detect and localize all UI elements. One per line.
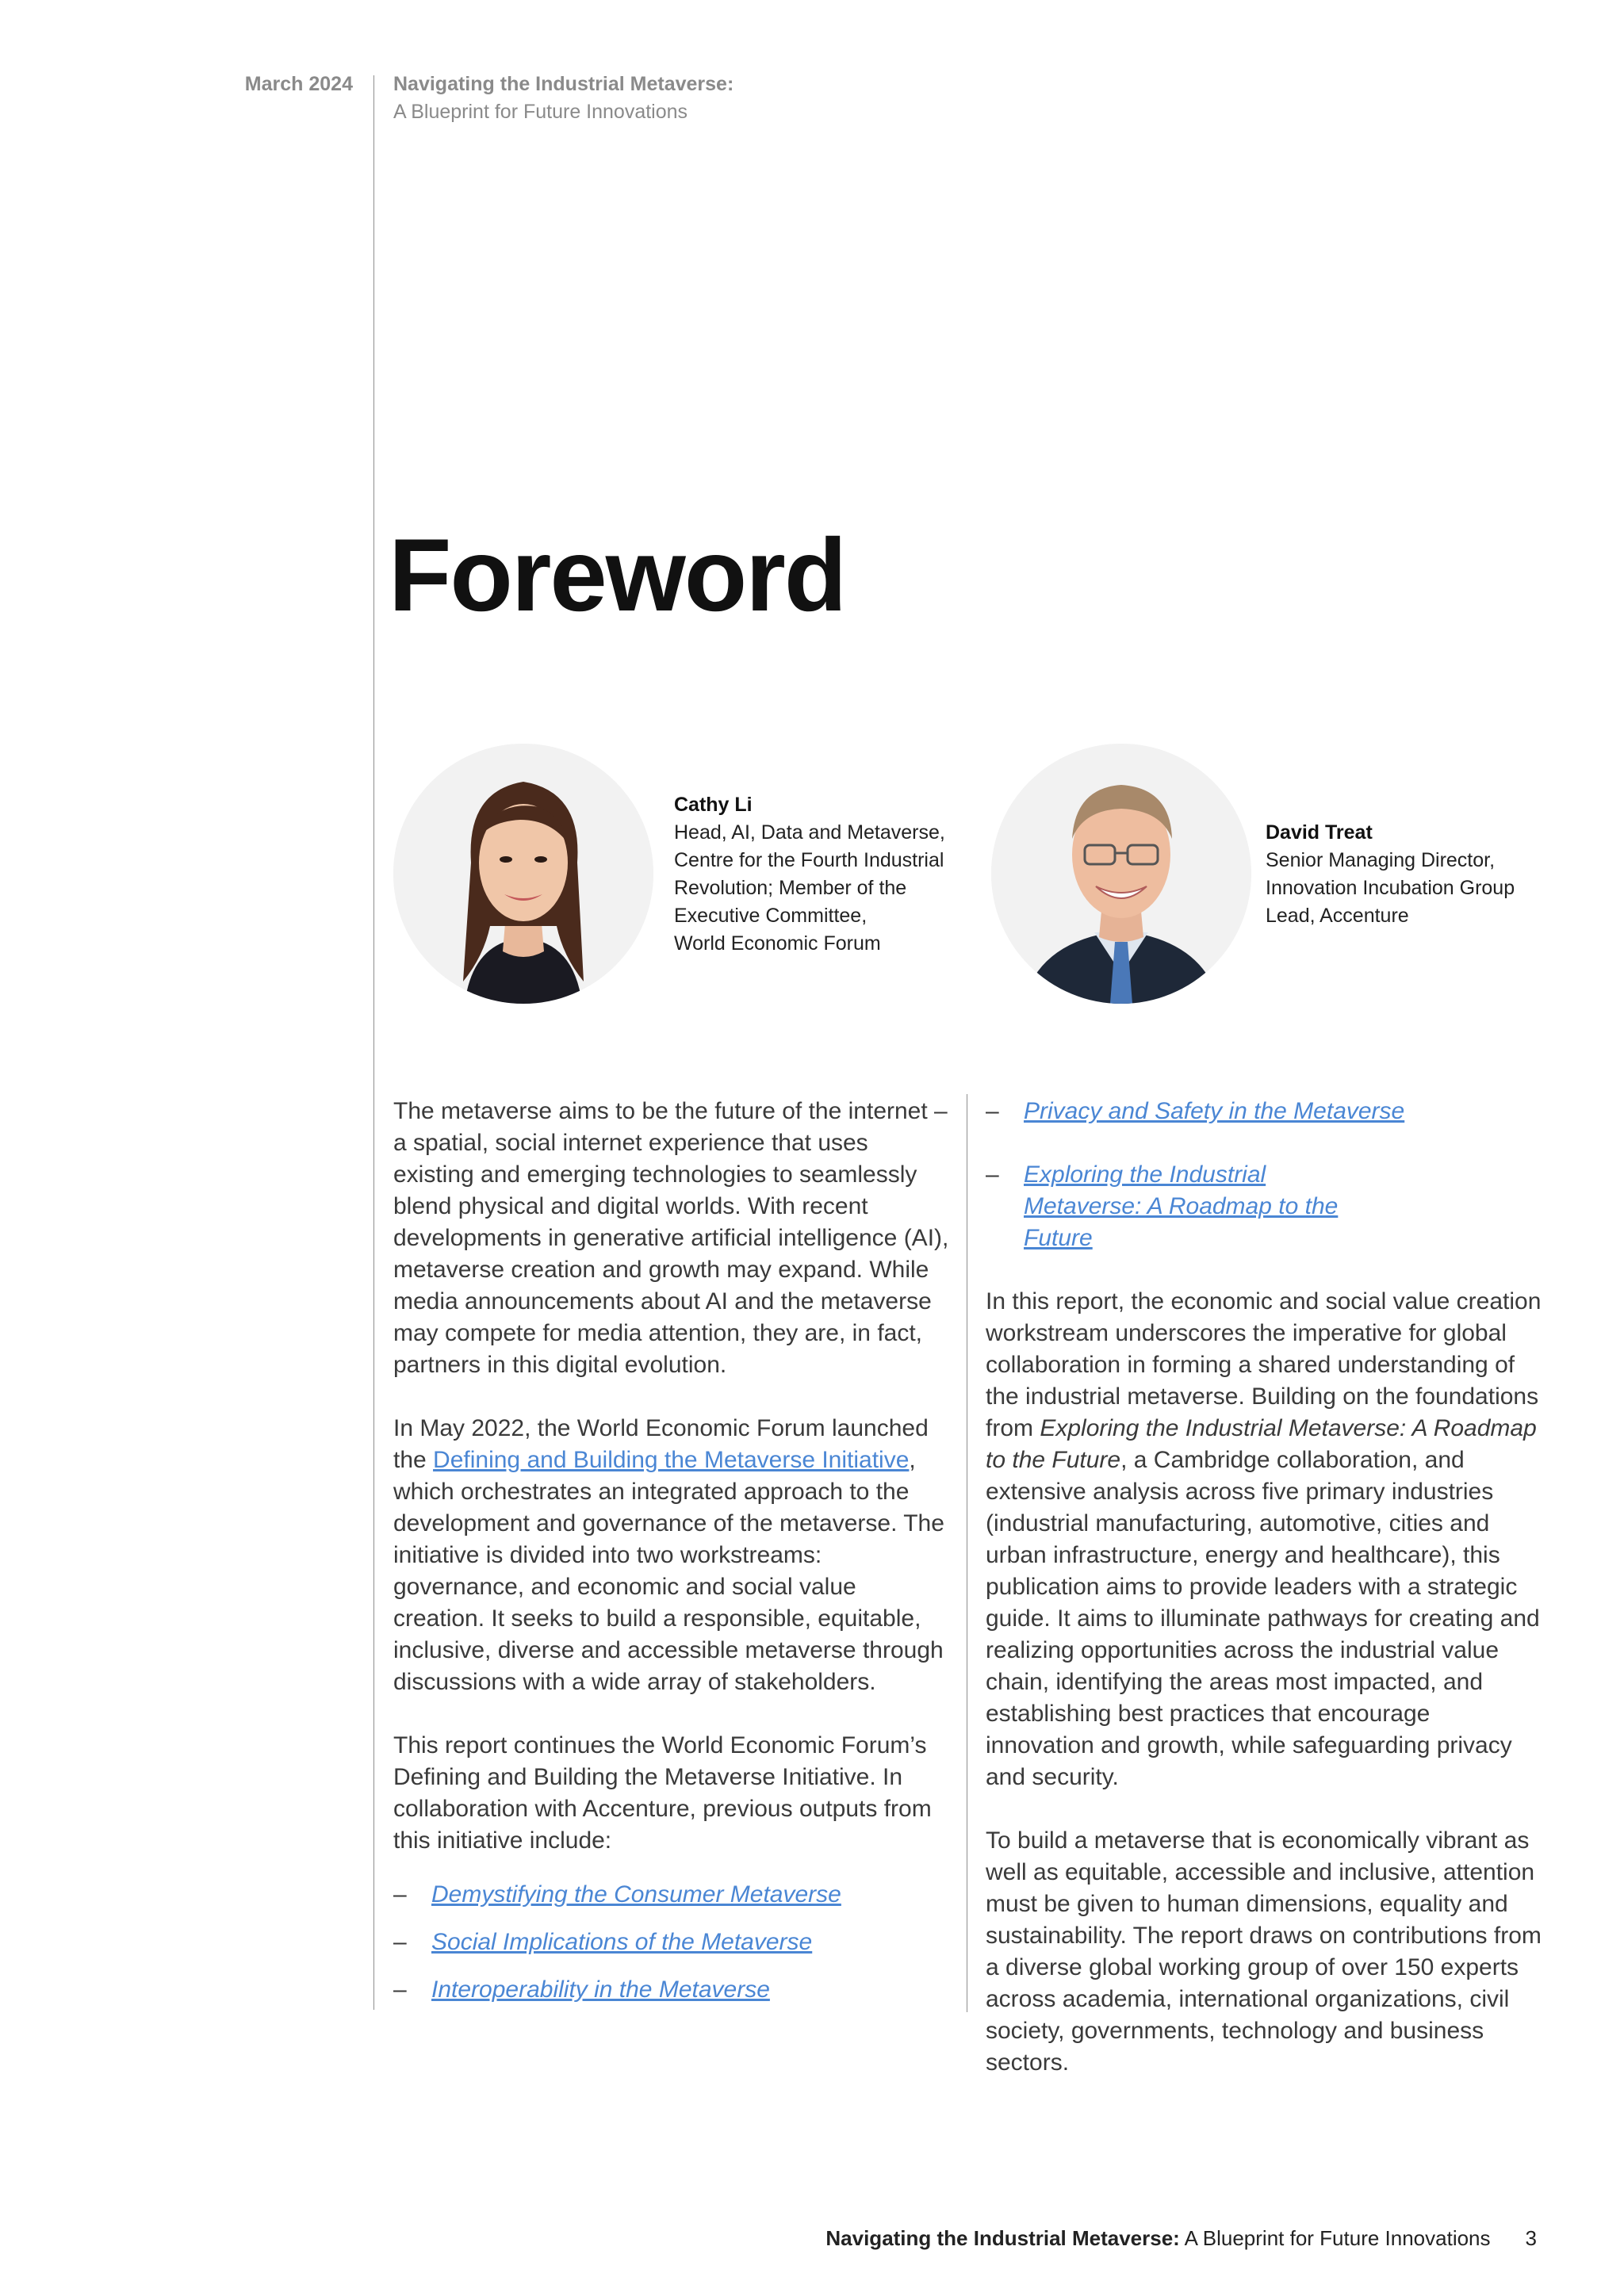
list-item xyxy=(393,1974,953,2006)
author-name: David Treat xyxy=(1266,821,1373,844)
author-card-david-treat xyxy=(1266,819,1567,930)
header-subtitle: A Blueprint for Future Innovations xyxy=(393,101,688,123)
header-date: March 2024 xyxy=(244,73,353,95)
paragraph xyxy=(986,1286,1545,1793)
author-role-line: Lead, Accenture xyxy=(1266,905,1409,927)
report-link[interactable]: Demystifying the Consumer Metaverse xyxy=(431,1881,841,1908)
report-link[interactable]: Social Implications of the Metaverse xyxy=(431,1929,813,1955)
author-role-line: Head, AI, Data and Metaverse, xyxy=(674,821,945,844)
author-photo-david-treat xyxy=(991,744,1251,1004)
list-item xyxy=(986,1159,1545,1254)
left-column xyxy=(393,1096,953,2022)
footer-title-rest: A Blueprint for Future Innovations xyxy=(1179,2226,1491,2250)
list-item xyxy=(986,1096,1545,1127)
author-role-line: Revolution; Member of the xyxy=(674,877,907,899)
vertical-rule xyxy=(373,75,374,2010)
list-item xyxy=(393,1927,953,1958)
paragraph-text: In May 2022, the World Economic Forum launched the xyxy=(393,1415,929,1473)
paragraph-text: , a Cambridge collaboration, and extensive analysis across five primary industries (industrial manufacturing, automotive, cities and urban infrastructure, energy and healthcare), this publication aims to provide leaders with a strategic guide. It aims to illuminate pathways for creating and realizing opportunities across the industrial value chain, identifying the areas most impacted, and establishing best practices that encourage innovation and growth, while safeguarding privacy and security. xyxy=(986,1447,1540,1790)
paragraph: This report continues the World Economic Forum’s Defining and Building the Metaverse Initiative. In collaboration with Accenture, previous outputs from this initiative include: xyxy=(393,1732,932,1854)
author-role-line: Innovation Incubation Group xyxy=(1266,877,1515,899)
page-title: Foreword xyxy=(389,517,846,633)
dash-bullet: – xyxy=(986,1161,999,1188)
author-role-line: World Economic Forum xyxy=(674,932,881,955)
dash-bullet: – xyxy=(393,1976,407,2003)
dash-bullet: – xyxy=(393,1929,407,1955)
dash-bullet: – xyxy=(393,1881,407,1908)
paragraph: To build a metaverse that is economically vibrant as well as equitable, accessible and inclusive, attention must be given to human dimensions, equality and sustainability. The report draws on contributions from a diverse global working group of over 150 experts across academia, international organizations, civil society, governments, technology and business sectors. xyxy=(986,1827,1542,2076)
author-name: Cathy Li xyxy=(674,794,753,816)
paragraph: The metaverse aims to be the future of the internet – a spatial, social internet experience that uses existing and emerging technologies to seamlessly blend physical and digital worlds. With recent developments in generative artificial intelligence (AI), metaverse creation and growth may expand. While media announcements about AI and the metaverse may compete for media attention, they are, in fact, partners in this digital evolution. xyxy=(393,1098,949,1378)
paragraph-italic: Exploring the Industrial Metaverse: A Roadmap to the Future xyxy=(986,1415,1537,1473)
paragraph-text: In this report, the economic and social value creation workstream underscores the imperative for global collaboration in forming a shared understanding of the industrial metaverse. Building on the foundations from xyxy=(986,1288,1542,1441)
initiative-link[interactable]: Defining and Building the Metaverse Initiative xyxy=(433,1447,910,1473)
right-column xyxy=(986,1096,1545,2110)
report-link[interactable]: Privacy and Safety in the Metaverse xyxy=(1024,1098,1405,1124)
list-item xyxy=(393,1879,953,1911)
report-link[interactable]: Exploring the Industrial Metaverse: A Roadmap to the Future xyxy=(1024,1161,1339,1251)
header-title: Navigating the Industrial Metaverse: xyxy=(393,73,734,95)
author-photo-cathy-li xyxy=(393,744,653,1004)
paragraph xyxy=(393,1413,953,1698)
footer-title-bold: Navigating the Industrial Metaverse: xyxy=(825,2226,1180,2250)
dash-bullet: – xyxy=(986,1098,999,1124)
author-role-line: Senior Managing Director, xyxy=(1266,849,1496,871)
author-role-line: Executive Committee, xyxy=(674,905,868,927)
page-number: 3 xyxy=(1525,2226,1537,2250)
author-card-cathy-li xyxy=(674,791,959,958)
report-link[interactable]: Interoperability in the Metaverse xyxy=(431,1976,770,2003)
paragraph-text: , which orchestrates an integrated approach to the development and governance of the metaverse. The initiative is divided into two workstreams: governance, and economic and social value creation. It seeks to build a responsible, equitable, inclusive, diverse and accessible metaverse through discussions with a wide array of stakeholders. xyxy=(393,1447,944,1695)
footer xyxy=(825,2226,1537,2251)
author-role-line: Centre for the Fourth Industrial xyxy=(674,849,944,871)
